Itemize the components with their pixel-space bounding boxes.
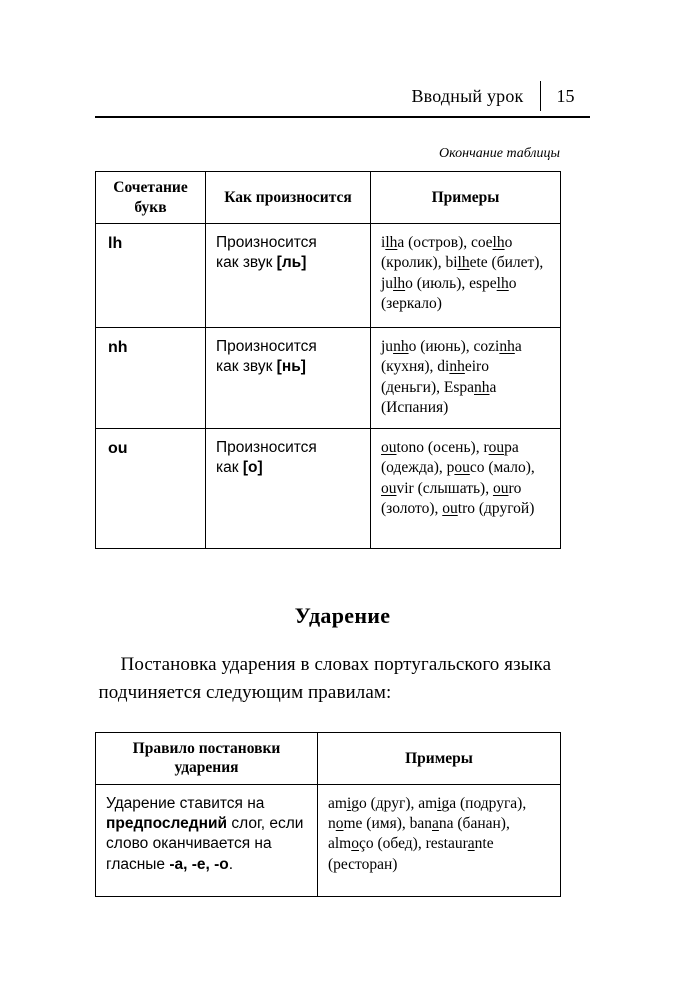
table-continuation-note: Окончание таблицы — [439, 146, 560, 161]
column-header-examples: Примеры — [318, 732, 561, 784]
pronunciation-cell: Произносится как [о] — [206, 428, 371, 548]
intro-paragraph: Постановка ударения в словах португальского языка подчиняется следующим правилам: — [98, 653, 552, 704]
pronunciation-cell: Произносится как звук [нь] — [206, 328, 371, 429]
table-header-row — [96, 732, 561, 784]
table-row — [96, 224, 561, 328]
column-header-pronunciation: Как произносится — [206, 172, 371, 224]
letter-combinations-table — [95, 171, 561, 549]
examples-cell: amigo (друг), amiga (подруга), nome (имя), banana (банан), almoço (обед), restaurante (ресторан) — [318, 784, 561, 896]
column-header-examples: Примеры — [371, 172, 561, 224]
rule-cell: Ударение ставится на предпоследний слог, если слово оканчивается на гласные -а, -е, -о. — [96, 784, 318, 896]
stress-rules-table — [95, 732, 561, 897]
column-header-letters: Сочетание букв — [96, 172, 206, 224]
examples-cell: junho (июнь), cozinha (кухня), dinheiro (деньги), Espanha (Испания) — [371, 328, 561, 429]
letters-cell: nh — [96, 328, 206, 429]
table-row — [96, 784, 561, 896]
column-header-rule: Правило постановки ударения — [96, 732, 318, 784]
section-heading: Ударение — [294, 602, 391, 628]
table-header-row — [96, 172, 561, 224]
table-row — [96, 428, 561, 548]
running-head-row — [95, 80, 590, 112]
header-rule — [95, 116, 590, 118]
letters-cell: lh — [96, 224, 206, 328]
page-number: 15 — [556, 85, 575, 106]
table-row — [96, 328, 561, 429]
letters-cell: ou — [96, 428, 206, 548]
pronunciation-cell: Произносится как звук [ль] — [206, 224, 371, 328]
running-title: Вводный урок — [411, 85, 524, 106]
page-header — [95, 0, 590, 118]
examples-cell: ilha (остров), coelho (кролик), bilhete (билет), julho (июль), espelho (зеркало) — [371, 224, 561, 328]
examples-cell: outono (осень), roupa (одежда), pouco (ма​ло), ouvir (слышать), ouro (золото), outro (другой) — [371, 428, 561, 548]
